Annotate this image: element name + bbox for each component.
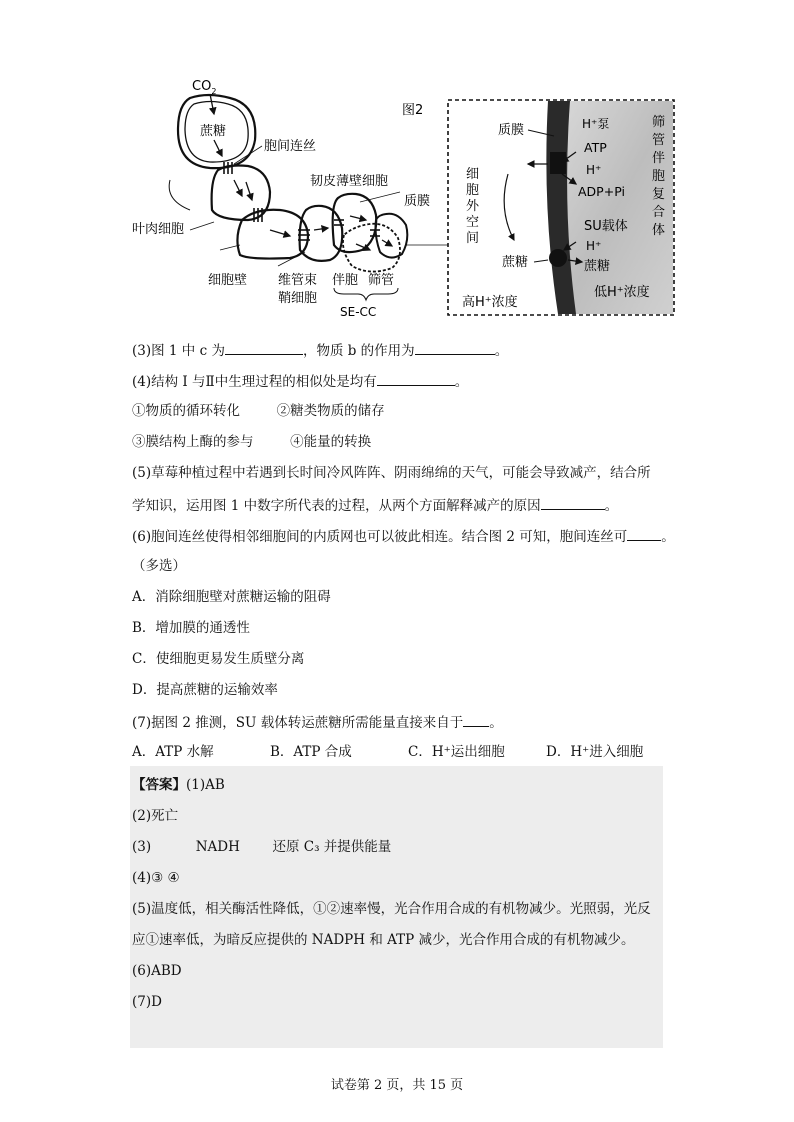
q3-blank-b[interactable] [415, 340, 495, 355]
q4-option-4: ④能量的转换 [290, 434, 372, 450]
answer-3-c: NADH [195, 839, 240, 855]
answer-5-line-2: 应①速率低，为暗反应提供的 NADPH 和 ATP 减少，光合作用合成的有机物减少。 [132, 932, 635, 948]
label-sucrose-out: 蔗糖 [502, 255, 529, 270]
q6-text-end: 。 [661, 529, 675, 545]
answer-3 [132, 838, 391, 856]
answer-label: 【答案】 [132, 777, 186, 793]
answer-1-text: (1)AB [186, 777, 225, 793]
answer-5-line-1: (5)温度低，相关酶活性降低，①②速率慢，光合作用合成的有机物减少。光照弱，光反 [132, 901, 651, 917]
answer-6: (6)ABD [132, 963, 182, 979]
q7-options [132, 743, 643, 761]
answer-4: (4)③ ④ [132, 870, 180, 886]
label-co2: $CO_2$ [192, 79, 217, 96]
label-adp-pi: ADP+Pi [578, 184, 625, 199]
question-4 [132, 371, 468, 391]
page-footer: 试卷第 2 页，共 15 页 [330, 1078, 464, 1093]
q5-text: 学知识，运用图 1 中数字所代表的过程，从两个方面解释减产的原因 [132, 498, 541, 514]
q5-blank[interactable] [541, 495, 605, 510]
q4-options-row-2 [132, 433, 371, 451]
label-membrane: 质膜 [498, 123, 525, 138]
label-h-pump: H⁺泵 [582, 117, 610, 131]
q4-text-end: 。 [454, 374, 469, 390]
label-complex-1: 筛 [652, 115, 666, 130]
q6-option-c[interactable]: C．使细胞更易发生质壁分离 [132, 651, 305, 667]
q4-option-2: ②糖类物质的储存 [276, 403, 385, 419]
label-complex-2: 管 [652, 133, 666, 148]
q7-text-end: 。 [489, 715, 503, 731]
figure-2-title: 图2 [402, 103, 424, 118]
q6-blank[interactable] [627, 526, 661, 541]
cell-diagram [132, 79, 448, 319]
answer-7: (7)D [132, 994, 162, 1010]
answer-3-num: (3) [132, 839, 152, 855]
label-extra-1: 细 [466, 167, 480, 182]
label-bundle-sheath-1: 维管束 [278, 273, 318, 288]
label-bundle-sheath-2: 鞘细胞 [278, 291, 318, 306]
label-extra-3: 外 [466, 199, 480, 214]
question-7 [132, 712, 503, 732]
q7-text: (7)据图 2 推测，SU 载体转运蔗糖所需能量直接来自于 [132, 715, 464, 731]
label-atp: ATP [584, 140, 607, 155]
q7-option-c[interactable]: C．H⁺运出细胞 [408, 744, 505, 760]
q6-option-d[interactable]: D．提高蔗糖的运输效率 [132, 682, 278, 698]
label-complex-7: 体 [652, 223, 666, 238]
figure-svg [130, 70, 680, 320]
q6-option-b[interactable]: B．增加膜的通透性 [132, 620, 250, 636]
label-su-carrier: SU载体 [584, 219, 628, 234]
q6-text: (6)胞间连丝使得相邻细胞间的内质网也可以彼此相连。结合图 2 可知，胞间连丝可 [132, 529, 628, 545]
label-plasmodesmata: 胞间连丝 [264, 139, 317, 154]
label-extra-5: 间 [466, 231, 480, 246]
label-mesophyll: 叶肉细胞 [132, 222, 185, 237]
q3-text-end: 。 [494, 343, 509, 359]
label-phloem-parenchyma: 韧皮薄壁细胞 [310, 174, 389, 189]
label-extra-4: 空 [466, 215, 480, 230]
label-complex-6: 合 [652, 205, 666, 220]
q6-multi-select: （多选） [132, 558, 186, 574]
q4-text: (4)结构 I 与Ⅱ中生理过程的相似处是均有 [132, 374, 377, 390]
q3-text-a: (3)图 1 中 c 为 [132, 343, 225, 359]
label-sieve: 筛管 [368, 273, 395, 288]
label-sucrose: 蔗糖 [200, 124, 227, 139]
label-complex-3: 伴 [652, 151, 666, 166]
question-3 [132, 340, 508, 360]
question-5-line-2 [132, 495, 618, 515]
answer-2: (2)死亡 [132, 808, 179, 824]
answer-3-b: 还原 C₃ 并提供能量 [272, 839, 392, 855]
question-5-line-1: (5)草莓种植过程中若遇到长时间冷风阵阵、阴雨绵绵的天气，可能会导致减产，结合所 [132, 465, 651, 481]
answer-1 [132, 776, 225, 794]
label-low-h: 低H⁺浓度 [594, 285, 650, 300]
label-high-h: 高H⁺浓度 [462, 295, 518, 310]
q3-blank-c[interactable] [225, 340, 303, 355]
q5-text-end: 。 [604, 498, 619, 514]
label-companion: 伴胞 [332, 273, 359, 288]
label-cell-wall: 细胞壁 [208, 273, 248, 288]
q7-option-a[interactable]: A．ATP 水解 [132, 744, 214, 760]
q6-option-a[interactable]: A．消除细胞壁对蔗糖运输的阻碍 [132, 589, 331, 605]
figure-area [130, 70, 680, 320]
label-h-plus-1: H⁺ [586, 163, 602, 177]
q3-text-b: ，物质 b 的作用为 [302, 343, 415, 359]
label-sucrose-in: 蔗糖 [584, 259, 611, 274]
q4-blank[interactable] [377, 371, 455, 386]
figure-2 [402, 100, 674, 315]
label-plasma-membrane: 质膜 [404, 194, 431, 209]
label-extra-2: 胞 [466, 183, 480, 198]
q4-option-3: ③膜结构上酶的参与 [132, 434, 254, 450]
q4-options-row-1 [132, 402, 385, 420]
q7-blank[interactable] [463, 712, 489, 727]
q7-option-b[interactable]: B．ATP 合成 [270, 744, 352, 760]
label-se-cc: SE-CC [340, 305, 377, 319]
label-complex-4: 胞 [652, 169, 666, 184]
question-6 [132, 526, 675, 546]
q4-option-1: ①物质的循环转化 [132, 403, 240, 419]
q7-option-d[interactable]: D．H⁺进入细胞 [546, 744, 644, 760]
label-h-plus-2: H⁺ [586, 239, 602, 253]
label-complex-5: 复 [652, 187, 666, 202]
